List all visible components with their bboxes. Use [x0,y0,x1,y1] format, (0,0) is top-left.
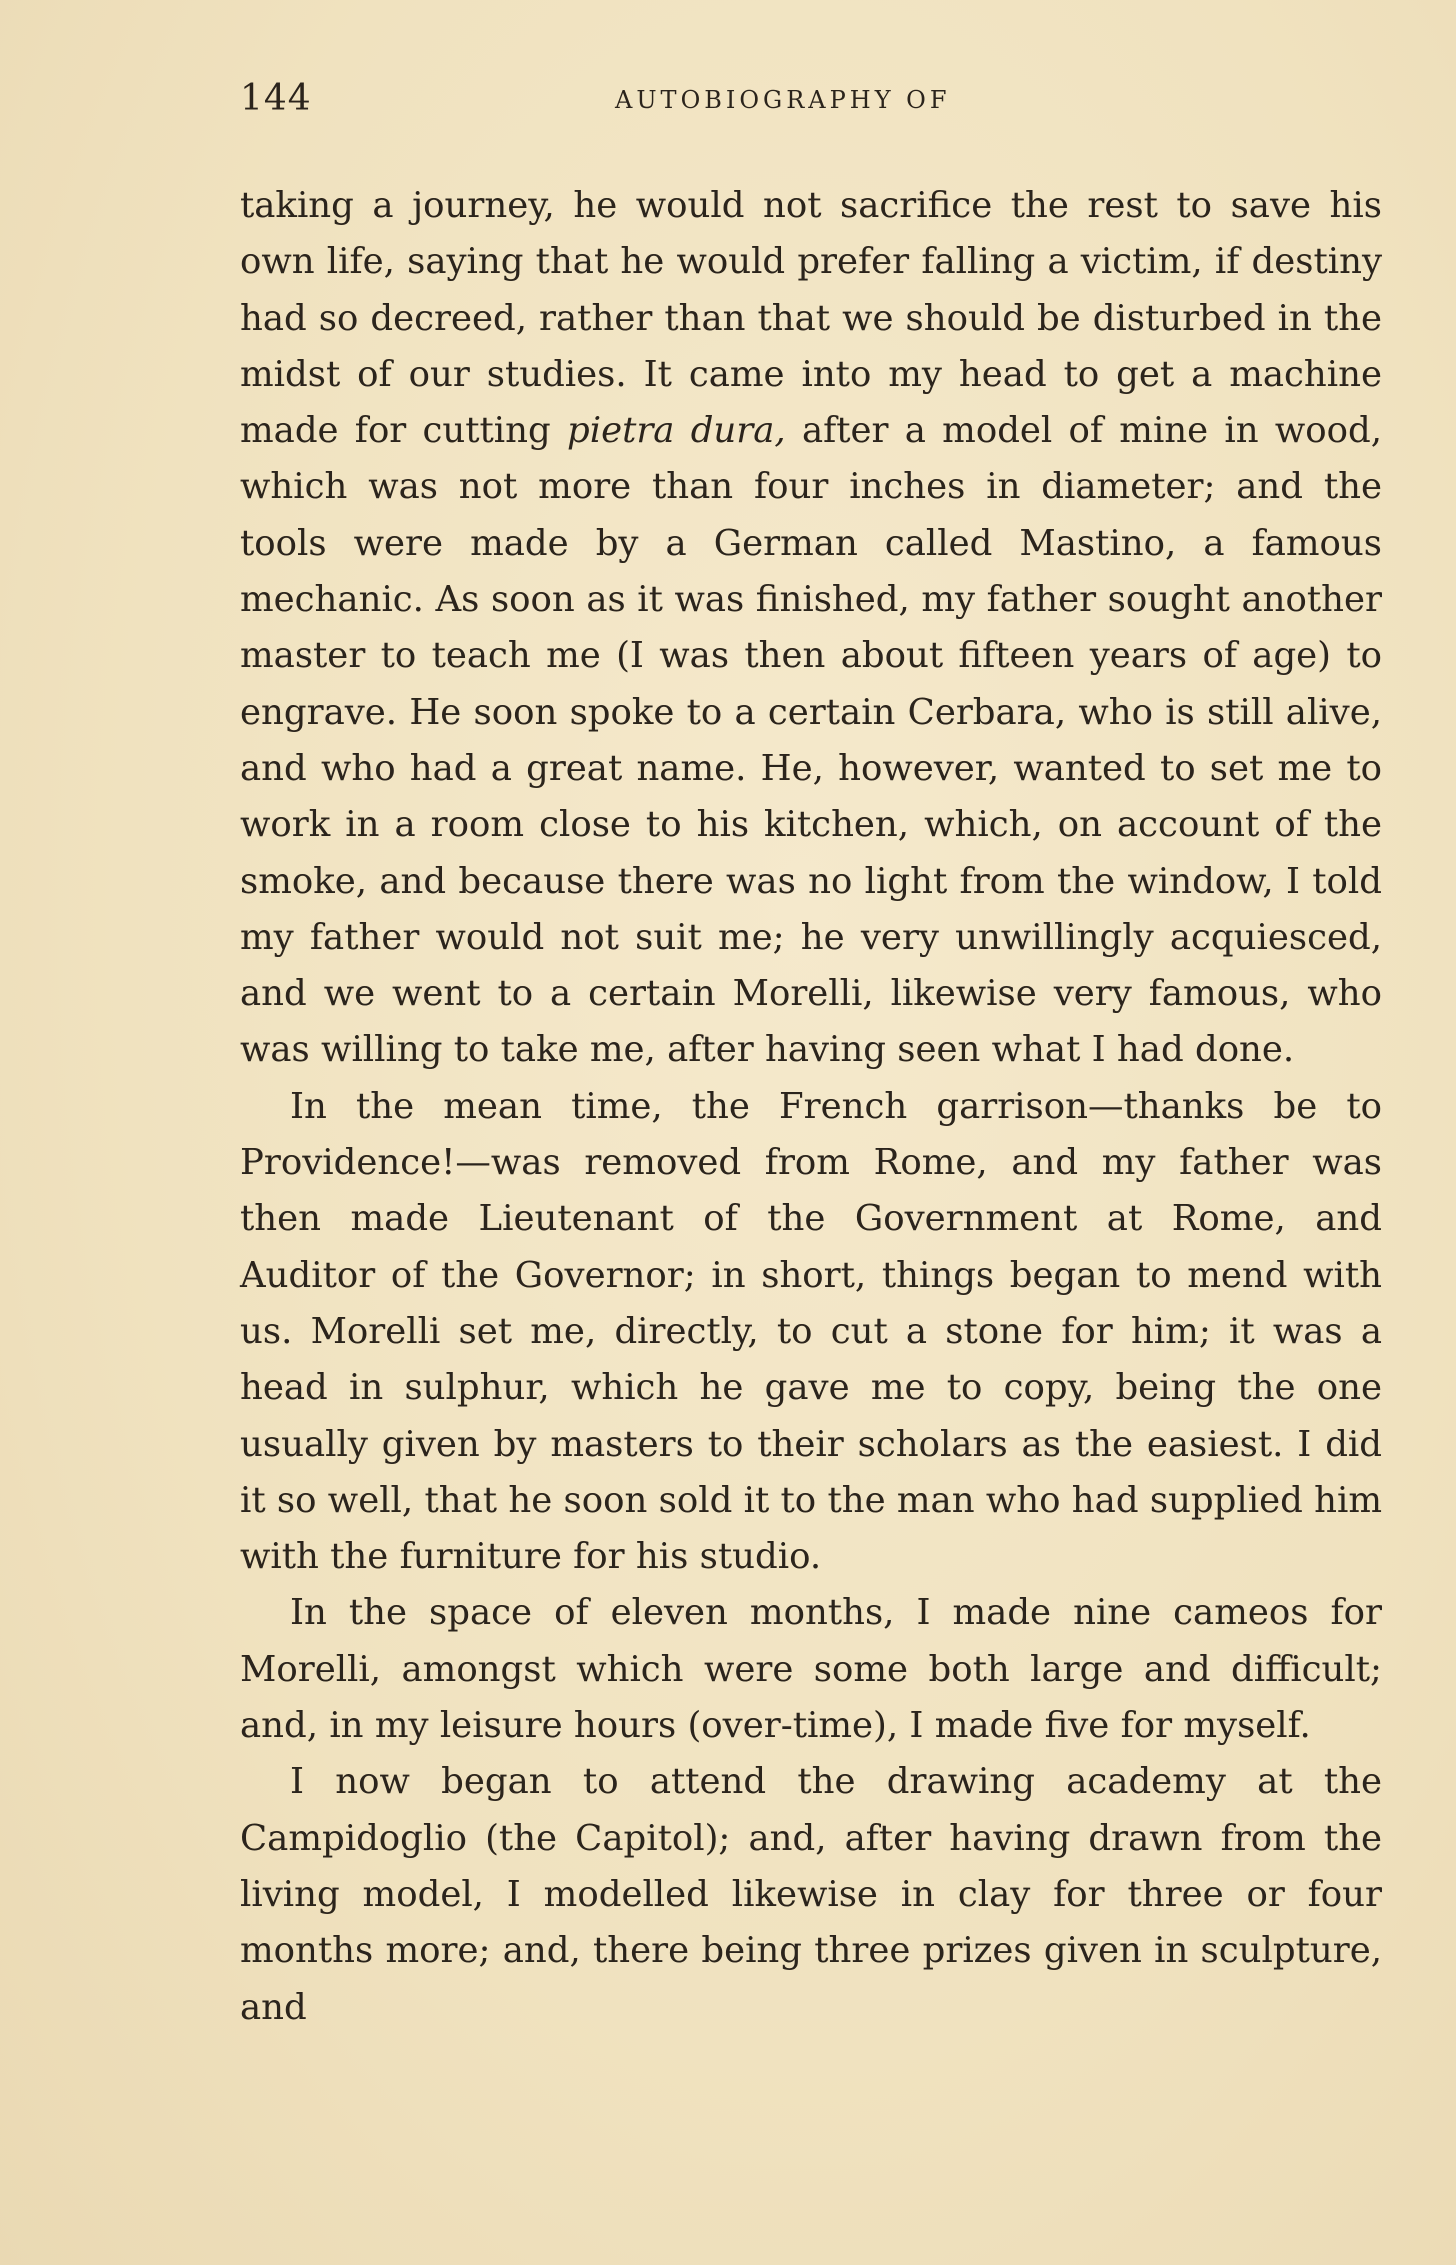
page-number: 144 [240,78,312,119]
paragraph-1-text-b: after a model of mine in wood, which was not more than four inches in diameter; and the tools were made by a German called Mastino, a famous mechanic. As soon as it was finished, my father sought another master to teach me (I was then about fifteen years of age) to engrave. He soon spoke to a certain Cerbara, who is still alive, and who had a great name. He, however, wanted to set me to work in a room close to his kitchen, which, on account of the smoke, and because there was no light from the window, I told my father would not suit me; he very unwillingly acquiesced, and we went to a certain Morelli, likewise very famous, who was willing to take me, after having seen what I had done. [240,410,1383,1071]
paragraph-3: In the space of eleven months, I made nine cameos for Morelli, amongst which were some both large and difficult; and, in my leisure hours (over-time), I made five for myself. [240,1592,1382,1747]
paragraph-2: In the mean time, the French garrison—thanks be to Providence!—was removed from Rome, and my father was then made Lieutenant of the Government at Rome, and Auditor of the Governor; in short, things began to mend with us. Morelli set me, directly, to cut a stone for him; it was a head in sulphur, which he gave me to copy, being the one usually given by masters to their scholars as the easiest. I did it so well, that he soon sold it to the man who had supplied him with the furniture for his studio. [240,1085,1382,1578]
page-body [240,178,1382,2036]
paragraph-1-text-a: taking a journey, he would not sacrifice the rest to save his own life, saying that he would prefer falling a victim, if destiny had so decreed, rather than that we should be disturbed in the midst of our studies. It came into my head to get a machine made for cutting [240,185,1382,452]
page-header [240,78,1370,138]
paragraph-4: I now began to attend the drawing academy at the Campidoglio (the Capitol); and, after having drawn from the living model, I modelled likewise in clay for three or four months more; and, there being three prizes given in sculpture, and [240,1761,1382,2028]
paragraph-1-italic-phrase: pietra dura, [566,410,786,452]
running-head: AUTOBIOGRAPHY OF [615,86,951,114]
paragraph-1 [240,178,1382,1079]
